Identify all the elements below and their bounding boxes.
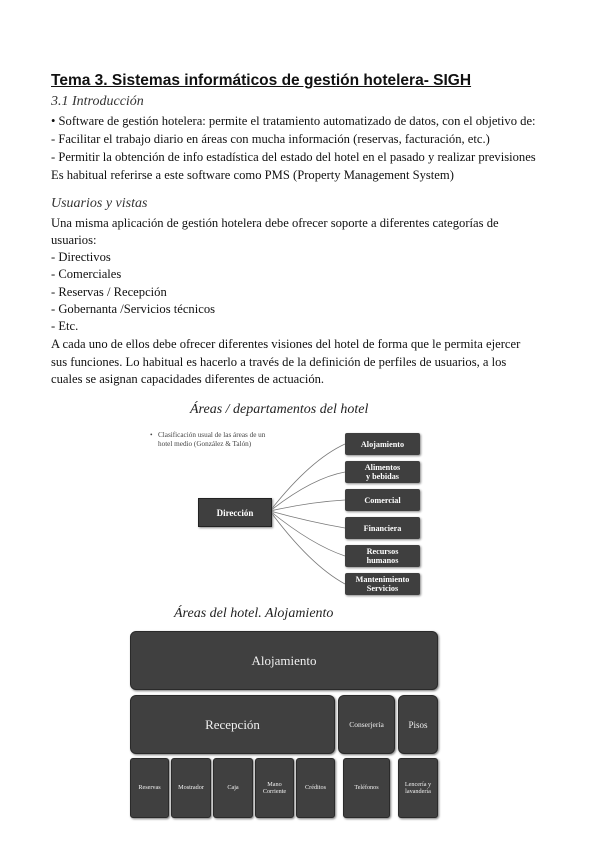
- org-node-conserjeria: Conserjería: [338, 695, 395, 754]
- section-heading-intro: 3.1 Introducción: [51, 94, 144, 109]
- list-item: - Reservas / Recepción: [51, 285, 167, 299]
- text-line: Es habitual referirse a este software como PMS (Property Management System): [51, 168, 454, 182]
- section-heading-users: Usuarios y vistas: [51, 196, 148, 211]
- text-line: A cada uno de ellos debe ofrecer diferentes visiones del hotel de forma que le permita ejercer: [51, 337, 521, 351]
- text-line: sus funciones. Lo habitual es hacerlo a través de la definición de perfiles de usuarios, a los: [51, 355, 507, 369]
- list-item: - Comerciales: [51, 267, 122, 281]
- chart1-note: [150, 431, 268, 449]
- text-line: - Permitir la obtención de info estadística del estado del hotel en el pasado y realizar previsiones: [51, 150, 536, 164]
- chart1-caption: Áreas / departamentos del hotel: [190, 402, 369, 417]
- bullet-icon: •: [150, 431, 153, 439]
- org-node-sub: Mano Corriente: [255, 758, 294, 818]
- org-node-area: Alimentos y bebidas: [345, 461, 420, 483]
- org-node-sub: Mostrador: [171, 758, 211, 818]
- text-line: • Software de gestión hotelera: permite el tratamiento automatizado de datos, con el objetivo de:: [51, 114, 536, 128]
- org-node-pisos: Pisos: [398, 695, 438, 754]
- chart2-caption: Áreas del hotel. Alojamiento: [174, 606, 334, 621]
- org-node-direccion: Dirección: [198, 498, 272, 527]
- text-line: cuales se asignan capacidades diferentes de actuación.: [51, 372, 325, 386]
- org-node-area: Mantenimiento Servicios: [345, 573, 420, 595]
- page-title: Tema 3. Sistemas informáticos de gestión hotelera- SIGH: [51, 72, 472, 89]
- org-node-area: Financiera: [345, 517, 420, 539]
- text-line: Una misma aplicación de gestión hotelera debe ofrecer soporte a diferentes categorías de: [51, 216, 499, 230]
- org-node-sub: Lencería y lavandería: [398, 758, 438, 818]
- list-item: - Directivos: [51, 250, 111, 264]
- org-node-area: Recursos humanos: [345, 545, 420, 567]
- org-node-sub: Créditos: [296, 758, 335, 818]
- org-node-sub: Caja: [213, 758, 253, 818]
- list-item: - Etc.: [51, 319, 79, 333]
- org-node-sub: Reservas: [130, 758, 169, 818]
- text-line: - Facilitar el trabajo diario en áreas con mucha información (reservas, facturación, etc.): [51, 132, 490, 146]
- chart1-note-text: Clasificación usual de las áreas de un hotel medio (González & Talón): [158, 431, 266, 448]
- org-node-area: Comercial: [345, 489, 420, 511]
- text-line: usuarios:: [51, 233, 97, 247]
- org-node-recepcion: Recepción: [130, 695, 335, 754]
- org-node-area: Alojamiento: [345, 433, 420, 455]
- list-item: - Gobernanta /Servicios técnicos: [51, 302, 216, 316]
- org-node-sub: Teléfonos: [343, 758, 390, 818]
- org-node-alojamiento: Alojamiento: [130, 631, 438, 690]
